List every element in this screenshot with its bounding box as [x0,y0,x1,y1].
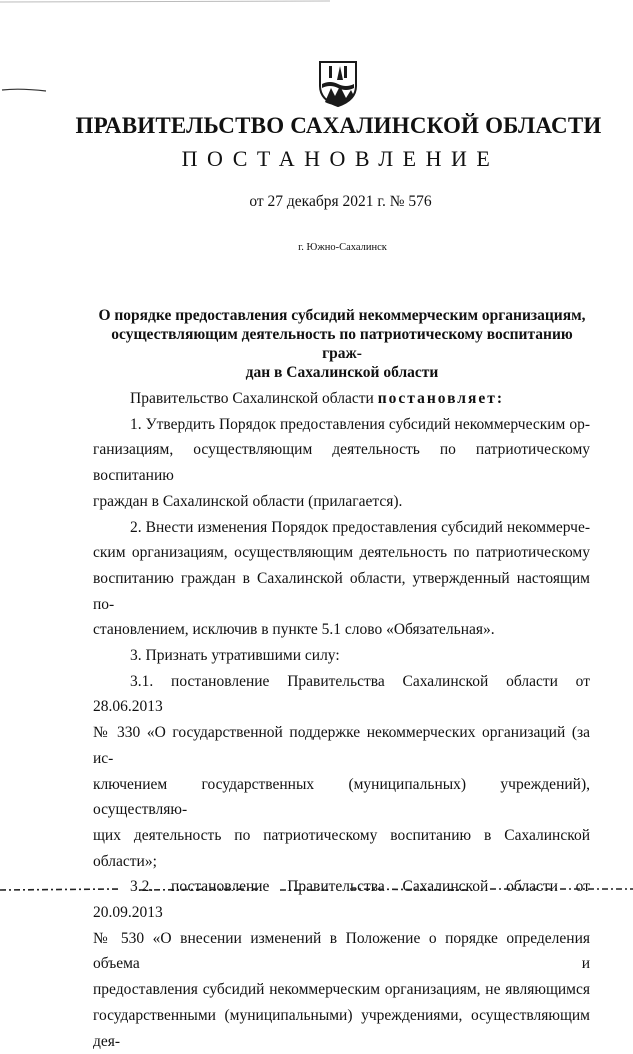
paragraph-3-1-line: ключением государственных (муниципальных) учреждений), осуществляю- [93,775,590,819]
preamble-text: Правительство Сахалинской области [130,390,378,407]
paragraph-1-line: 1. Утвердить Порядок предоставления субсидий некоммерческим ор- [130,415,590,433]
scan-bottom-edge [0,884,633,894]
government-title: ПРАВИТЕЛЬСТВО САХАЛИНСКОЙ ОБЛАСТИ [75,113,602,138]
paragraph-1-line: ганизациям, осуществляющим деятельность по патриотическому воспитанию [93,441,590,485]
heading-line: осуществляющим деятельность по патриотическому воспитанию граж- [111,326,573,362]
document-type: ПОСТАНОВЛЕНИЕ [181,146,500,171]
paragraph-3-1-line: № 330 «О государственной поддержке некоммерческих организаций (за ис- [93,724,590,767]
heading-line: дан в Сахалинской области [245,364,439,381]
paragraph-3-1-line: щих деятельность по патриотическому воспитанию в Сахалинской области»; [93,826,590,870]
heading-line: О порядке предоставления субсидий некоммерческим организациям, [98,307,586,324]
paragraph-2-line: 2. Внести изменения Порядок предоставления субсидий некоммерче- [130,518,590,536]
paragraph-1-line: граждан в Сахалинской области (прилагается). [93,492,403,510]
preamble-verb: постановляет: [377,390,505,407]
document-city: г. Южно-Сахалинск [298,242,387,253]
paragraph-3-2-line: предоставления субсидий некоммерческим организациям, не являющимся [93,981,590,999]
paragraph-3-2-line: 3.2. постановление Правительства Сахалинской области от 20.09.2013 [93,878,590,922]
document-heading [96,306,588,382]
document-date-number: от 27 декабря 2021 г. № 576 [249,193,432,210]
paragraph-2-line: становлением, исключив в пункте 5.1 слово «Обязательная». [93,621,495,639]
scan-mark-left [0,88,48,92]
paragraph-3-2-line: государственными (муниципальными) учреждениями, осуществляющим дея- [93,1006,590,1050]
paragraph-2-line: воспитанию граждан в Сахалинской области, утвержденный настоящим по- [93,569,590,613]
document-body [93,386,590,1054]
paragraph-3-1-line: 3.1. постановление Правительства Сахалинской области от 28.06.2013 [93,672,590,716]
paragraph-3: 3. Признать утратившими силу: [130,647,340,665]
paragraph-3-2-line: № 530 «О внесении изменений в Положение о порядке определения объема и [93,929,590,973]
coat-of-arms-icon [316,58,360,108]
scan-mark-top [0,0,330,4]
preamble [93,386,590,412]
paragraph-2-line: ским организациям, осуществляющим деятельность по патриотическому [93,544,590,562]
